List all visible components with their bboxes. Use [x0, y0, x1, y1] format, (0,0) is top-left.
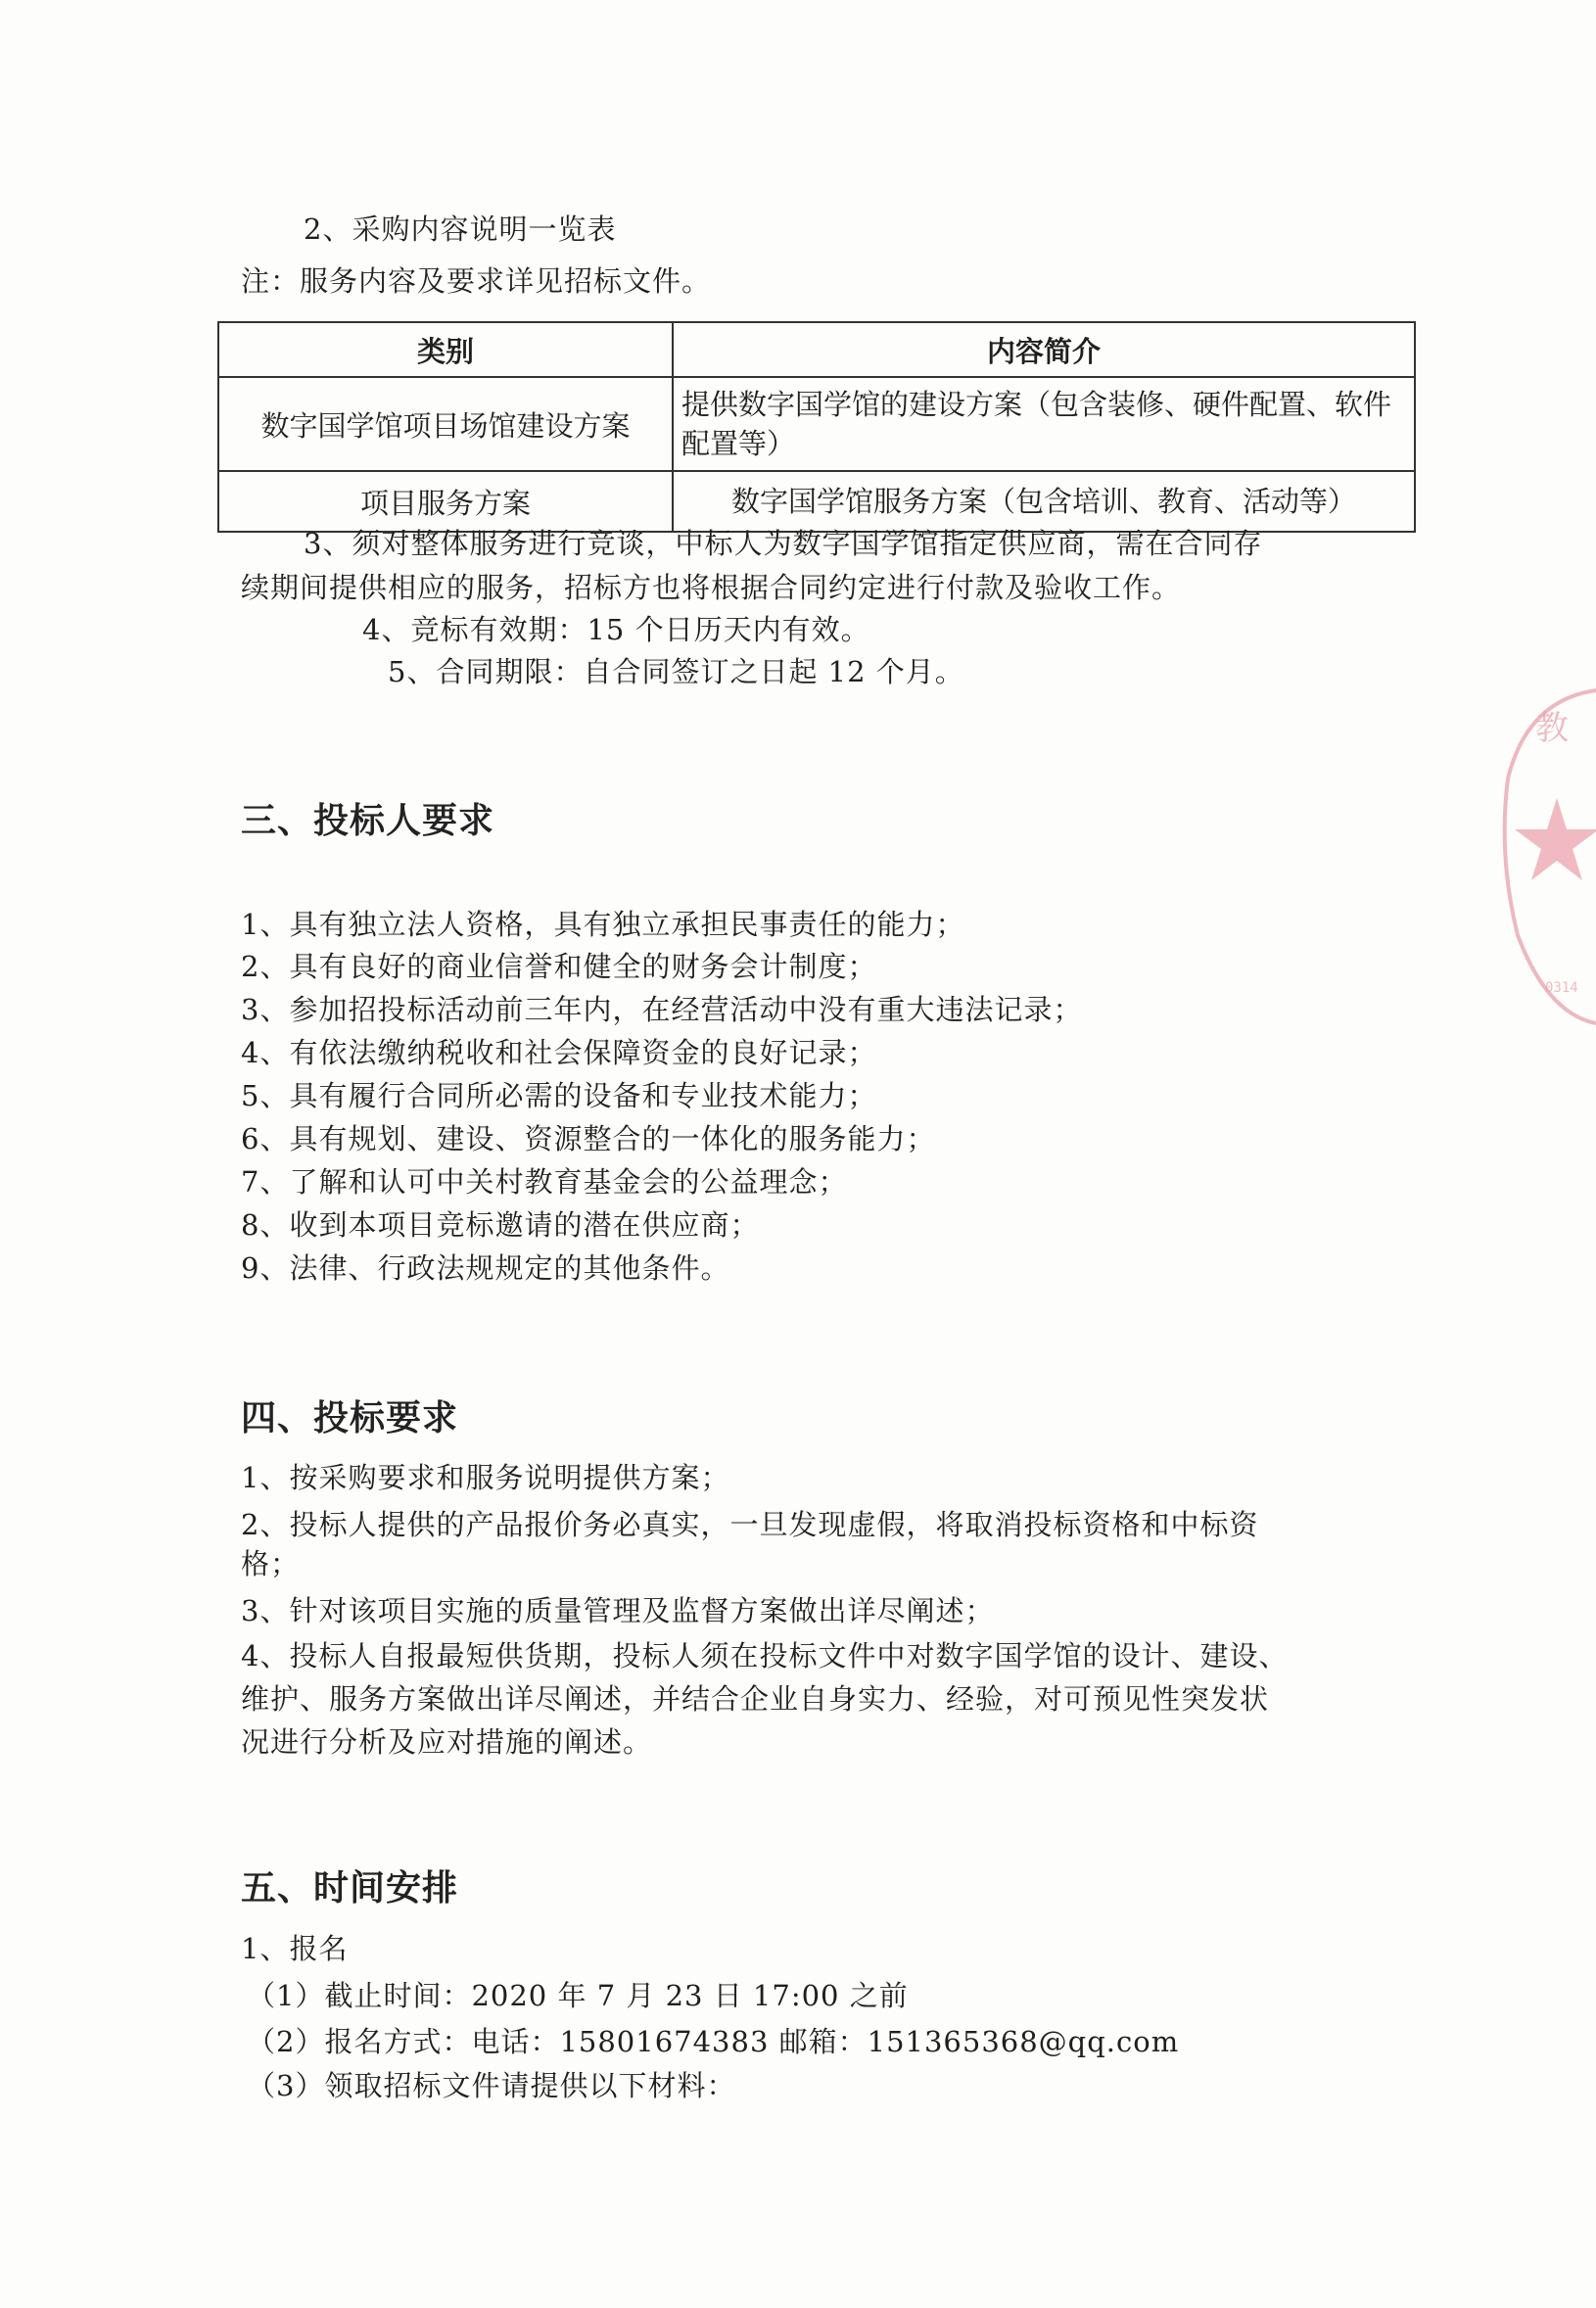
section-3-heading: 三、投标人要求	[241, 801, 495, 841]
procurement-table	[217, 321, 1416, 533]
list-item: 3、参加招投标活动前三年内，在经营活动中没有重大违法记录；	[241, 993, 1083, 1026]
list-item: （2）报名方式：电话：15801674383 邮箱：151365368@qq.com	[247, 2025, 1180, 2058]
svg-text:教: 教	[1535, 709, 1569, 748]
red-star-seal-icon	[1488, 681, 1596, 1033]
list-item: 2、投标人提供的产品报价务必真实，一旦发现虚假，将取消投标资格和中标资	[241, 1508, 1259, 1541]
list-item: 6、具有规划、建设、资源整合的一体化的服务能力；	[241, 1122, 936, 1155]
item-4: 4、竞标有效期：15 个日历天内有效。	[362, 613, 870, 646]
table-cell-desc: 数字国学馆服务方案（包含培训、教育、活动等）	[673, 471, 1415, 532]
list-item: 格；	[241, 1547, 301, 1580]
list-item: 3、针对该项目实施的质量管理及监督方案做出详尽阐述；	[241, 1594, 995, 1627]
table-row	[218, 377, 1415, 471]
list-item: （3）领取招标文件请提供以下材料：	[247, 2069, 736, 2102]
item-2-title: 2、采购内容说明一览表	[304, 212, 617, 246]
table-cell-category: 数字国学馆项目场馆建设方案	[218, 377, 673, 471]
table-cell-category: 项目服务方案	[218, 471, 673, 532]
item-3-line-2: 续期间提供相应的服务，招标方也将根据合同约定进行付款及验收工作。	[241, 571, 1182, 604]
list-item: 8、收到本项目竞标邀请的潜在供应商；	[241, 1208, 760, 1242]
item-3-line-1: 3、须对整体服务进行竞谈，中标人为数字国学馆指定供应商，需在合同存	[304, 527, 1263, 560]
list-item: 5、具有履行合同所必需的设备和专业技术能力；	[241, 1079, 877, 1112]
list-item: 1、具有独立法人资格，具有独立承担民事责任的能力；	[241, 908, 965, 941]
section-4-heading: 四、投标要求	[241, 1398, 459, 1438]
list-item: 4、投标人自报最短供货期，投标人须在投标文件中对数字国学馆的设计、建设、	[241, 1639, 1289, 1672]
table-header-row	[218, 322, 1415, 377]
list-item: 维护、服务方案做出详尽阐述，并结合企业自身实力、经验，对可预见性突发状	[241, 1682, 1270, 1716]
section-5-heading: 五、时间安排	[241, 1868, 459, 1908]
table-cell-desc: 提供数字国学馆的建设方案（包含装修、硬件配置、软件配置等）	[673, 377, 1415, 471]
list-item: （1）截止时间：2020 年 7 月 23 日 17:00 之前	[247, 1979, 909, 2012]
list-item: 9、法律、行政法规规定的其他条件。	[241, 1251, 730, 1285]
item-5: 5、合同期限：自合同签订之日起 12 个月。	[388, 655, 964, 688]
list-item: 况进行分析及应对措施的阐述。	[241, 1725, 653, 1759]
list-item: 7、了解和认可中关村教育基金会的公益理念；	[241, 1165, 848, 1199]
list-item: 4、有依法缴纳税收和社会保障资金的良好记录；	[241, 1036, 877, 1069]
table-header-category: 类别	[218, 322, 673, 377]
svg-text:0314: 0314	[1545, 980, 1578, 996]
service-note: 注：服务内容及要求详见招标文件。	[241, 264, 712, 298]
list-item: 1、报名	[241, 1932, 349, 1965]
list-item: 2、具有良好的商业信誉和健全的财务会计制度；	[241, 950, 877, 983]
list-item: 1、按采购要求和服务说明提供方案；	[241, 1461, 730, 1494]
table-header-desc: 内容简介	[673, 322, 1415, 377]
